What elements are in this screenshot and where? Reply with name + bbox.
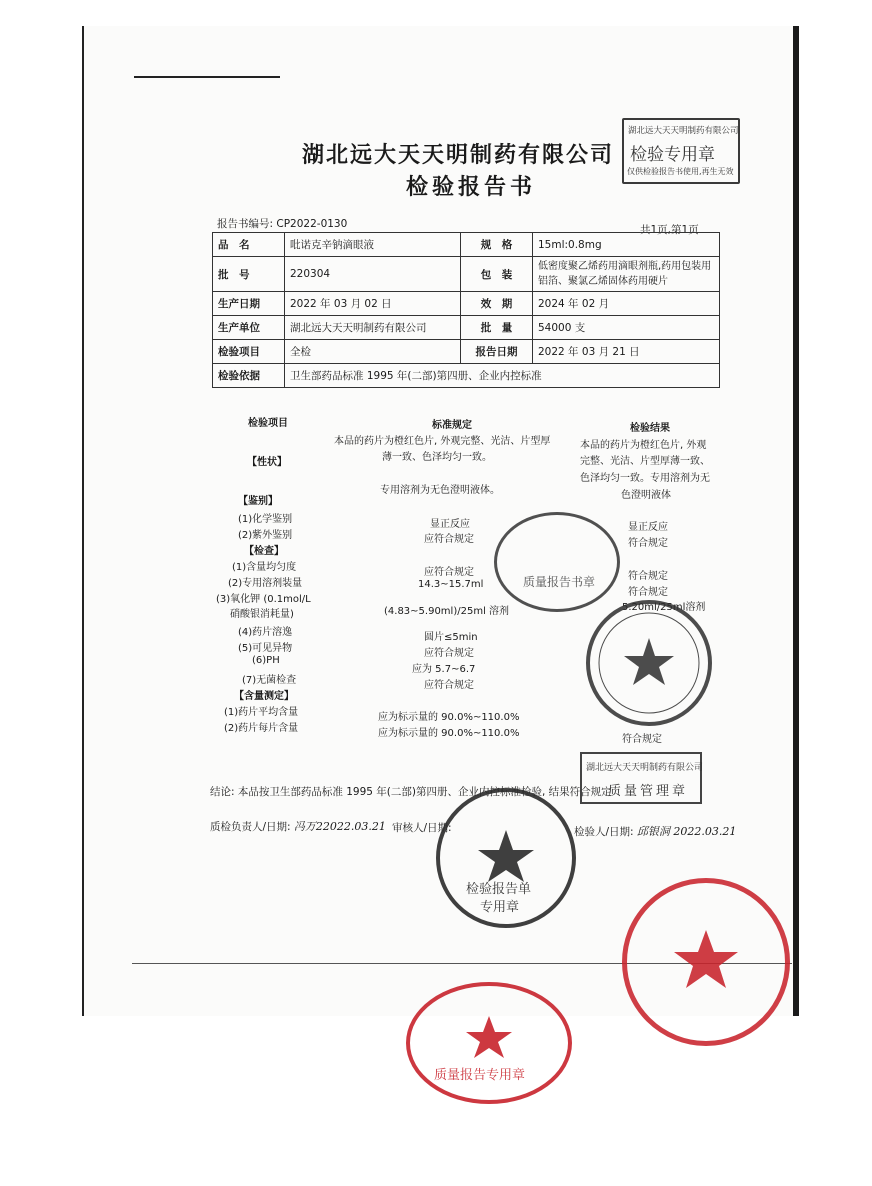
- quality-report-stamp: 质量报告书章: [494, 512, 620, 612]
- qc-signature: 冯万22022.03.21: [293, 820, 386, 833]
- mfg-date-label: 生产日期: [213, 292, 285, 316]
- row-std: 应为标示量的 90.0%~110.0%: [378, 712, 520, 723]
- row-item: (2)专用溶剂装量: [228, 578, 303, 589]
- row-item: (5)可见异物: [238, 643, 293, 654]
- row-item: 硝酸银消耗量): [230, 609, 294, 620]
- xz-res-2: 完整、光洁、片型厚薄一致、: [580, 456, 710, 467]
- qty-label: 批 量: [461, 316, 533, 340]
- qty-value: 54000 支: [533, 316, 720, 340]
- row-item: (1)药片平均含量: [224, 707, 299, 718]
- row-item: (2)紫外鉴别: [238, 530, 293, 541]
- row-res: 显正反应: [628, 522, 668, 533]
- row-std: (4.83~5.90ml)/25ml 溶剂: [384, 606, 510, 617]
- row-item: (6)PH: [252, 655, 280, 666]
- page-info: 共1页,第1页: [640, 224, 699, 236]
- row-std: 应符合规定: [424, 567, 474, 578]
- report-no-label: 报告书编号:: [217, 218, 274, 230]
- spec-value: 15ml:0.8mg: [533, 233, 720, 257]
- row-item: (3)氧化钾 (0.1mol/L: [216, 594, 311, 605]
- star-icon: [406, 982, 572, 1104]
- product-value: 吡诺克辛钠滴眼液: [285, 233, 461, 257]
- row-res: 符合规定: [628, 538, 668, 549]
- inspector-signature: 邱银洞 2022.03.21: [636, 825, 737, 838]
- maker-value: 湖北远大天天明制药有限公司: [285, 316, 461, 340]
- expiry-value: 2024 年 02 月: [533, 292, 720, 316]
- col-result-header: 检验结果: [630, 423, 670, 434]
- report-date-value: 2022 年 03 月 21 日: [533, 340, 720, 364]
- row-item: 【检查】: [244, 546, 284, 557]
- company-title: 湖北远大天天明制药有限公司: [302, 142, 615, 168]
- red-company-stamp: [622, 878, 790, 1046]
- row-item: (2)药片每片含量: [224, 723, 299, 734]
- star-icon: [586, 600, 712, 726]
- info-table: [212, 232, 720, 388]
- row-item: (1)化学鉴别: [238, 514, 293, 525]
- row-std: 应为 5.7~6.7: [412, 664, 476, 675]
- xz-std-3: 专用溶剂为无色澄明液体。: [380, 485, 500, 496]
- row-res: 5.20ml/25ml溶剂: [622, 602, 706, 613]
- batch-label: 批 号: [213, 257, 285, 292]
- row-std: 应符合规定: [424, 680, 474, 691]
- product-label: 品 名: [213, 233, 285, 257]
- row-std: 显正反应: [430, 519, 470, 530]
- xingzhuang-label: 【性状】: [247, 457, 287, 468]
- xz-res-3: 色泽均匀一致。专用溶剂为无: [580, 473, 710, 484]
- basis-label: 检验依据: [213, 364, 285, 388]
- row-res: 符合规定: [622, 734, 662, 745]
- package-label: 包 装: [461, 257, 533, 292]
- basis-value: 卫生部药品标准 1995 年(二部)第四册、企业内控标准: [285, 364, 720, 388]
- qc-label: 质检负责人/日期:: [210, 821, 291, 833]
- report-title: 检验报告书: [406, 174, 537, 200]
- items-label: 检验项目: [213, 340, 285, 364]
- row-item: 【含量测定】: [234, 691, 294, 702]
- row-item: (4)药片溶逸: [238, 627, 293, 638]
- batch-value: 220304: [285, 257, 461, 292]
- xz-res-4: 色澄明液体: [621, 490, 671, 501]
- inspection-report-stamp: 检验报告单 专用章: [436, 788, 576, 928]
- xz-res-1: 本品的药片为橙红色片, 外观: [580, 440, 707, 451]
- mfg-date-value: 2022 年 03 月 02 日: [285, 292, 461, 316]
- report-no: CP2022-0130: [276, 218, 348, 230]
- row-item: 【鉴别】: [238, 496, 278, 507]
- quality-management-stamp: 湖北远大天天明制药有限公司 质量管理章: [580, 752, 702, 804]
- maker-label: 生产单位: [213, 316, 285, 340]
- report-date-label: 报告日期: [461, 340, 533, 364]
- row-std: 14.3~15.7ml: [418, 579, 484, 590]
- review-label: 审核人/日期:: [392, 822, 452, 834]
- xz-std-2: 薄一致、色泽均匀一致。: [382, 452, 492, 463]
- package-value: 低密度聚乙烯药用滴眼剂瓶,药用包装用铝箔、聚氯乙烯固体药用硬片: [533, 257, 720, 292]
- col-item-header: 检验项目: [248, 418, 288, 429]
- expiry-label: 效 期: [461, 292, 533, 316]
- row-item: (1)含量均匀度: [232, 562, 297, 573]
- inspector-label: 检验人/日期:: [574, 826, 634, 838]
- conclusion: 结论: 本品按卫生部药品标准 1995 年(二部)第四册、企业内控标准检验, 结果符合规定: [210, 786, 612, 798]
- star-icon: [622, 878, 790, 1046]
- top-rule: [134, 76, 280, 78]
- red-quality-stamp: 质量报告专用章: [406, 982, 572, 1104]
- spec-label: 规 格: [461, 233, 533, 257]
- row-std: 应符合规定: [424, 534, 474, 545]
- xz-std-1: 本品的药片为橙红色片, 外观完整、光洁、片型厚: [334, 436, 551, 447]
- row-std: 圆片≤5min: [424, 632, 478, 643]
- row-std: 应为标示量的 90.0%~110.0%: [378, 728, 520, 739]
- row-item: (7)无菌检查: [242, 675, 297, 686]
- inspection-stamp-rect: 湖北远大天天明制药有限公司 检验专用章 仅供检验报告书使用,再生无效: [622, 118, 740, 184]
- row-res: 符合规定: [628, 587, 668, 598]
- items-value: 全检: [285, 340, 461, 364]
- row-std: 应符合规定: [424, 648, 474, 659]
- col-standard-header: 标准规定: [432, 420, 472, 431]
- company-round-stamp: [586, 600, 712, 726]
- row-res: 符合规定: [628, 571, 668, 582]
